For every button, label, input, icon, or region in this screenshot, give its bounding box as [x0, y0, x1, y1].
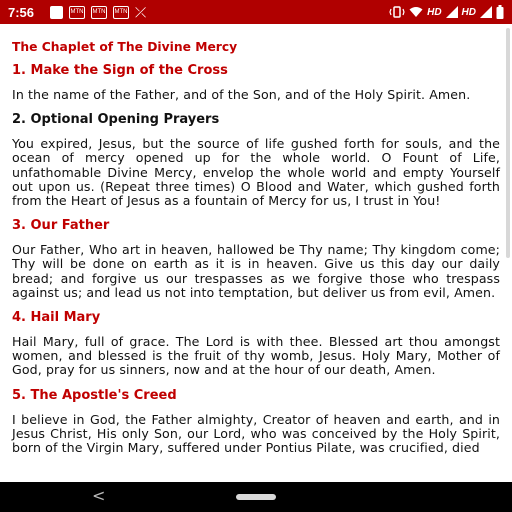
- section-text: In the name of the Father, and of the Son, and of the Holy Spirit. Amen.: [12, 87, 471, 102]
- square-notification-icon: [50, 6, 63, 19]
- navigation-bar: [0, 482, 512, 512]
- scrollbar[interactable]: [506, 28, 510, 258]
- x-app-icon: ⤫: [135, 4, 147, 20]
- signal-icon: [446, 6, 458, 18]
- mtn-icon: MTN: [91, 6, 107, 19]
- mtn-icon: MTN: [69, 6, 85, 19]
- back-icon[interactable]: <: [92, 486, 106, 505]
- status-bar: [0, 0, 512, 24]
- section-heading: 4. Hail Mary: [12, 310, 101, 326]
- section-text: Hail Mary, full of grace. The Lord is with thee. Blessed art thou amongst women, and blessed is the fruit of thy womb, Jesus. Holy Mary, Mother of God, pray for us sinners, now and at the hour of our death, Amen.: [12, 334, 500, 378]
- section-text: Our Father, Who art in heaven, hallowed be Thy name; Thy kingdom come; Thy will be done on earth as it is in heaven. Give us this day our daily bread; and forgive us our trespasses as we forgive those who trespass against us; and lead us not into temptation, but deliver us from evil, Amen.: [12, 242, 500, 300]
- vibrate-icon: [389, 5, 405, 19]
- section-heading: 1. Make the Sign of the Cross: [12, 63, 228, 78]
- mtn-icon: MTN: [113, 6, 129, 19]
- home-pill-icon[interactable]: [236, 494, 276, 500]
- section-text: You expired, Jesus, but the source of life gushed forth for souls, and the ocean of mercy opened up for the whole world. O Fount of Life, unfathomable Divine Mercy, envelop the whole world and empty Yourself out upon us. (Repeat three times) O Blood and Water, which gushed forth from the Heart of Jesus as a fountain of Mercy for us, I trust in You!: [12, 136, 500, 209]
- status-right: [389, 5, 504, 19]
- prayer-content[interactable]: [0, 24, 512, 482]
- notification-icons: [50, 5, 146, 19]
- network-hd-label: HD: [461, 6, 476, 18]
- section-text: I believe in God, the Father almighty, Creator of heaven and earth, and in Jesus Christ, His only Son, our Lord, who was conceived by the Holy Spirit, born of the Virgin Mary, suffered under Pontius Pilate, was crucified, died: [12, 411, 500, 456]
- status-time: 7:56: [8, 4, 35, 20]
- section-heading: 3. Our Father: [12, 218, 110, 234]
- wifi-icon: [409, 6, 423, 18]
- page-title: The Chaplet of The Divine Mercy: [12, 40, 238, 54]
- signal-icon: [480, 6, 492, 18]
- battery-icon: [496, 5, 504, 19]
- network-hd-label: HD: [427, 6, 442, 18]
- section-heading: 2. Optional Opening Prayers: [12, 112, 220, 128]
- section-heading: 5. The Apostle's Creed: [12, 387, 177, 403]
